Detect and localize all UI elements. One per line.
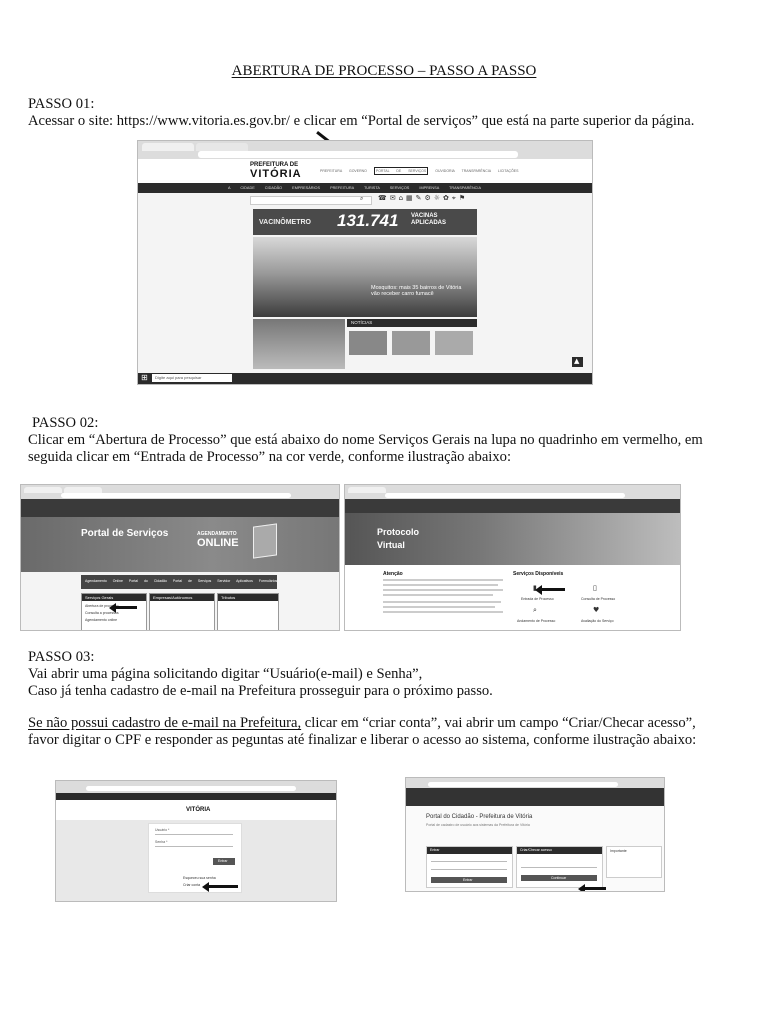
card[interactable]: Aplicativos (236, 579, 253, 583)
heart-icon[interactable]: ♥ (593, 606, 600, 614)
badge-line2: ONLINE (197, 537, 239, 549)
continuar-button-label: Continuar (551, 876, 567, 880)
nav-item[interactable]: PREFEITURA (330, 186, 354, 190)
taskbar-search[interactable] (152, 374, 232, 382)
step3-text-line2: Caso já tenha cadastro de e-mail na Prefeitura prosseguir para o próximo passo. (28, 683, 493, 699)
card[interactable]: Servidor (217, 579, 231, 583)
login-button[interactable] (213, 858, 235, 865)
top-link-portal[interactable]: PORTAL DE SERVIÇOS (375, 169, 427, 173)
screenshot-portal-servicos (20, 484, 340, 631)
browser-chrome (406, 778, 664, 788)
panel-header (427, 847, 512, 854)
step3-note-line2: favor digitar o CPF e responder as peguntas até finalizar e liberar o acesso ao sistema, conforme ilustração abaixo: (28, 732, 697, 748)
step2-heading: PASSO 02: (32, 415, 99, 431)
text-line (383, 589, 503, 591)
badge-line1: AGENDAMENTO (197, 531, 237, 537)
protocol-title-1: Protocolo (377, 527, 419, 537)
nav-items (228, 186, 481, 190)
portal-title: Portal de Serviços (81, 528, 169, 539)
attention-heading: Atenção (383, 571, 403, 577)
user-label: Usuário * (155, 828, 170, 832)
address-bar (86, 786, 296, 791)
services-heading: Serviços Disponíveis (513, 571, 564, 577)
top-link: TRANSPARÊNCIA (461, 169, 491, 173)
user-input[interactable] (155, 834, 233, 835)
login-form (148, 823, 242, 893)
document-title: ABERTURA DE PROCESSO – PASSO A PASSO (231, 63, 537, 79)
top-link: GOVERNO (348, 169, 367, 173)
text-line (383, 606, 495, 608)
logo-line2: VITÓRIA (250, 168, 302, 180)
address-bar (428, 782, 618, 787)
create-account-link[interactable]: Criar conta (183, 883, 201, 887)
browser-tab (348, 487, 386, 493)
address-bar (198, 151, 518, 158)
menu-item[interactable]: Agendamento online (85, 618, 118, 622)
file-icon[interactable]: ▮ (533, 584, 537, 592)
text-line (383, 601, 501, 603)
banner-unit-1: VACINAS (411, 213, 438, 219)
service[interactable]: Consulta de Processo (581, 597, 616, 601)
entrar-button-label: Entrar (463, 878, 473, 882)
taskbar-search-text: Digite aqui para pesquisar (155, 375, 202, 380)
step2-text-line1: Clicar em “Abertura de Processo” que está abaixo do nome Serviços Gerais na lupa no quadrinho em vermelho, em (28, 432, 703, 448)
card[interactable]: Portal do Cidadão (128, 579, 167, 583)
menu-header (218, 594, 278, 601)
banner-count: 131.741 (337, 211, 399, 230)
phone-icon[interactable]: ▯ (593, 584, 597, 592)
screenshot-protocolo-virtual (344, 484, 681, 631)
browser-chrome (138, 141, 592, 159)
news-label: NOTÍCIAS (351, 320, 373, 325)
nav-item[interactable]: SERVIÇOS (389, 186, 410, 190)
menu-right-title: Tributos (221, 595, 236, 600)
nav-item[interactable]: TURISTA (363, 186, 380, 190)
step1-text: Acessar o site: https://www.vitoria.es.gov.br/ e clicar em “Portal de serviços” que está na parte superior da página. (28, 113, 695, 129)
menu-mid-title: Empresas/Autônomos (153, 595, 193, 600)
forgot-password-link[interactable]: Esqueceu sua senha (183, 876, 216, 880)
search-icon[interactable]: ⌕ (533, 606, 537, 614)
card[interactable]: Agendamento Online (85, 579, 123, 583)
panel-entrar (426, 846, 513, 888)
input-line[interactable] (431, 869, 507, 870)
menu-left-title: Serviços Gerais (85, 595, 114, 600)
protocol-hero (345, 513, 680, 565)
vaccine-banner[interactable] (253, 209, 477, 235)
main-nav (138, 183, 592, 193)
site-search-input[interactable] (250, 196, 372, 205)
pointer-arrow-step3a (208, 885, 238, 888)
protocol-title-2: Virtual (377, 540, 405, 550)
top-link: OUVIDORIA (435, 169, 455, 173)
address-bar (385, 493, 625, 498)
panel3-title: Importante (610, 849, 627, 853)
taskbar (138, 373, 592, 384)
news-thumb[interactable] (435, 331, 473, 355)
scroll-top-button[interactable] (572, 357, 583, 367)
pointer-arrow-step2a (115, 606, 137, 609)
banner-unit-2: APLICADAS (411, 220, 447, 226)
screenshot-homepage (137, 140, 593, 385)
step2-text-line2: seguida clicar em “Entrada de Processo” na cor verde, conforme ilustração abaixo: (28, 449, 511, 465)
step3-heading: PASSO 03: (28, 649, 95, 665)
news-photo[interactable] (253, 237, 477, 317)
news-header (347, 319, 477, 327)
browser-tab (24, 487, 62, 493)
text-line (383, 579, 503, 581)
cidadao-title: Portal do Cidadão - Prefeitura de Vitória (426, 814, 533, 820)
panel2-title: Criar/Checar acesso (520, 848, 552, 852)
pass-label: Senha * (155, 840, 168, 844)
menu-item[interactable]: Consulta a processos (85, 611, 119, 615)
text-line (383, 611, 503, 613)
portal-cards (81, 575, 277, 589)
logo-line1: PREFEITURA DE (250, 162, 299, 168)
top-link: LICITAÇÕES (497, 169, 519, 173)
address-bar (61, 493, 291, 498)
news-thumb[interactable] (349, 331, 387, 355)
nav-item[interactable]: TRANSPARÊNCIA (449, 186, 482, 190)
portal-hero (21, 517, 339, 572)
top-link: PREFEITURA (320, 169, 342, 173)
banner-label: VACINÔMETRO (259, 219, 311, 226)
menu-item-abertura[interactable]: Abertura de processo (85, 604, 119, 608)
step3-note-line1 (28, 715, 768, 732)
card-labels (85, 579, 277, 583)
login-logo: VITÓRIA (186, 807, 211, 813)
news-thumb[interactable] (392, 331, 430, 355)
browser-tab (142, 143, 194, 151)
login-topbar (56, 793, 336, 800)
card[interactable]: Portal de Serviços (172, 579, 212, 583)
top-links (320, 169, 518, 173)
step3-note-underlined: Se não possui cadastro de e-mail na Prefeitura, (28, 715, 302, 731)
pointer-arrow-step2b (541, 588, 565, 591)
step3-text-line1: Vai abrir uma página solicitando digitar “Usuário(e-mail) e Senha”, (28, 666, 423, 682)
browser-chrome (56, 781, 336, 793)
search-icon[interactable]: ⌕ (360, 195, 364, 202)
menu-header (82, 594, 146, 601)
step1-heading: PASSO 01: (28, 96, 95, 112)
panel1-title: Entrar (430, 848, 440, 852)
login-header (56, 800, 336, 820)
protocol-header (345, 499, 680, 513)
browser-chrome (21, 485, 339, 499)
pass-input[interactable] (155, 846, 233, 847)
news-photo-small[interactable] (253, 319, 345, 369)
input-line[interactable] (431, 861, 507, 862)
step3-note-rest: clicar em “criar conta”, vai abrir um campo “Criar/Checar acesso”, (301, 715, 696, 731)
windows-icon[interactable]: ⊞ (141, 373, 148, 382)
entrar-button[interactable] (431, 877, 507, 883)
nav-item[interactable]: CIDADÃO (264, 186, 283, 190)
cpf-input[interactable] (521, 867, 597, 868)
panel-criar-checar (516, 846, 603, 888)
browser-chrome (345, 485, 680, 499)
screenshot-portal-cidadao (405, 777, 665, 892)
menu-empresas[interactable] (149, 593, 215, 631)
screenshot-login (55, 780, 337, 902)
service[interactable]: Avaliação do Serviço (581, 619, 614, 623)
service[interactable]: Andamento de Processo (517, 619, 556, 623)
menu-tributos[interactable] (217, 593, 279, 631)
continuar-button[interactable] (521, 875, 597, 881)
cidadao-subtitle: Portal de cadastro de usuário aos sistemas da Prefeitura de Vitória (426, 823, 530, 827)
login-button-label: Entrar (218, 859, 228, 863)
panel-importante (606, 846, 662, 878)
panel-header (517, 847, 602, 854)
nav-item[interactable]: A CIDADE (228, 186, 255, 190)
pointer-arrow-step3b (584, 887, 606, 890)
photo-caption: Mosquitos: mais 35 bairros de Vitória vão receber carro fumacê (371, 285, 462, 297)
calendar-icon (253, 523, 277, 558)
nav-item[interactable]: EMPRESÁRIOS (292, 186, 321, 190)
protocol-body (345, 565, 680, 630)
portal-header (21, 499, 339, 517)
service-entrada-processo[interactable]: Entrada de Processo (521, 597, 554, 601)
browser-tab (196, 143, 248, 151)
text-line (383, 584, 498, 586)
nav-item[interactable]: IMPRENSA (419, 186, 440, 190)
text-line (383, 594, 493, 596)
service-icons[interactable]: ☎✉⌂▦✎⚙☼✿⌖⚑ (378, 194, 469, 202)
menu-header (150, 594, 214, 601)
cidadao-header (406, 788, 664, 806)
card[interactable]: Formulários (258, 579, 278, 583)
chevron-up-icon: ▲ (574, 357, 580, 365)
site-header (138, 159, 592, 183)
